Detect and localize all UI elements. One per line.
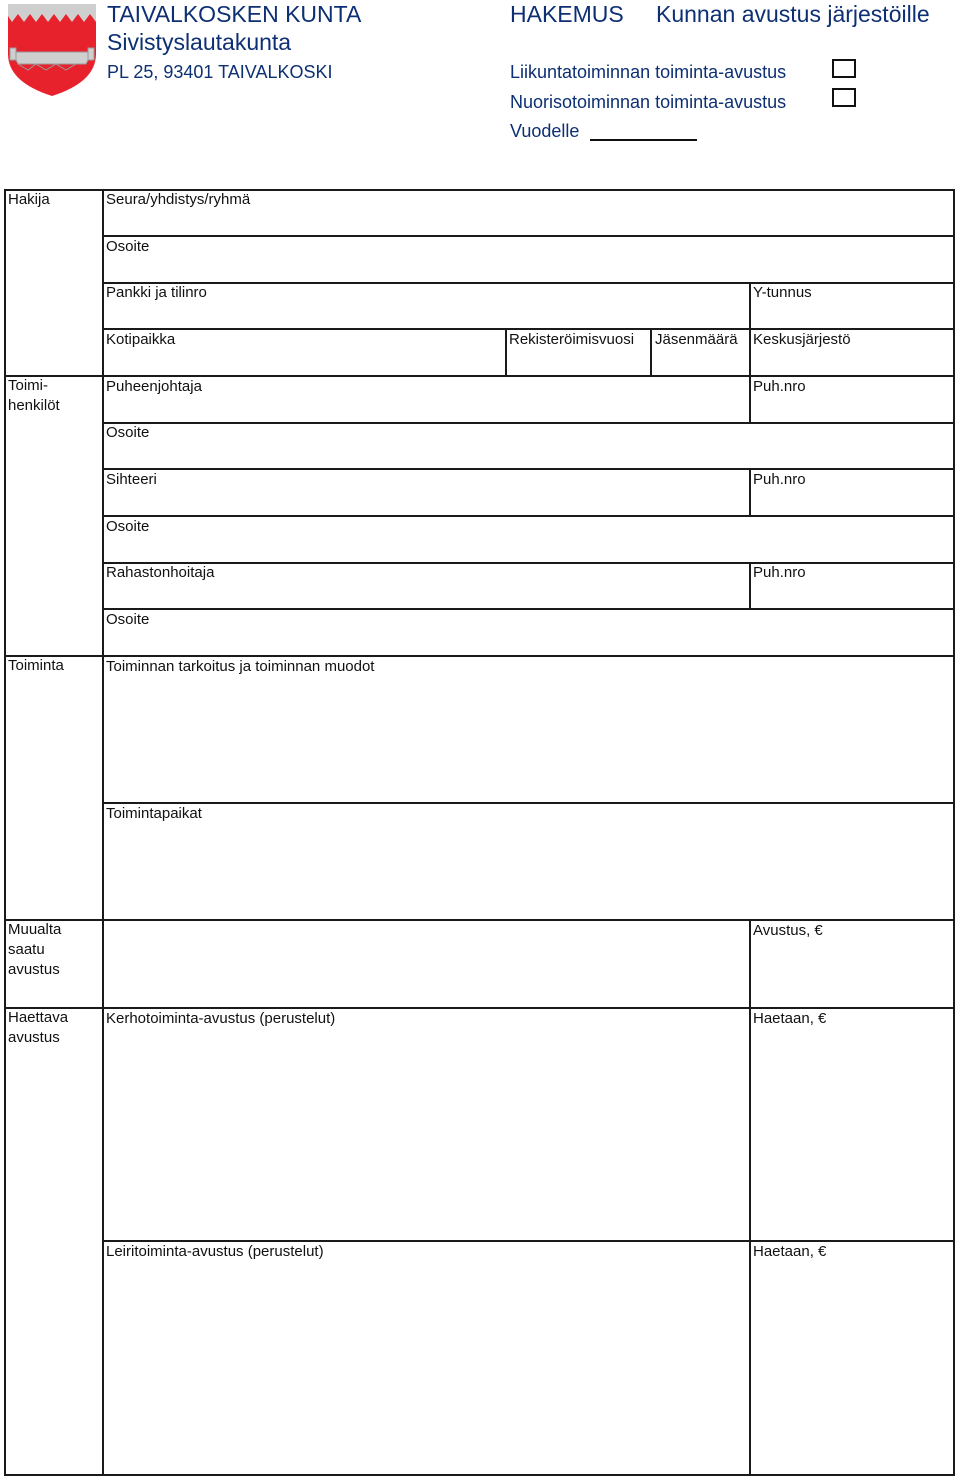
business-id-label: Y-tunnus (753, 284, 812, 301)
chair-phone-field[interactable] (751, 396, 953, 422)
home-town-label: Kotipaikka (106, 331, 176, 348)
activity-purpose-field[interactable] (104, 678, 953, 802)
member-count-label: Jäsenmäärä (655, 331, 738, 348)
club-grant-amount-label: Haetaan, € (753, 1010, 827, 1027)
option-youth-label: Nuorisotoiminnan toiminta-avustus (510, 92, 787, 112)
org-name-label: Seura/yhdistys/ryhmä (106, 191, 251, 208)
secretary-phone-field[interactable] (751, 489, 953, 515)
club-grant-label: Kerhotoiminta-avustus (perustelut) (106, 1010, 336, 1027)
secretary-phone-label: Puh.nro (753, 471, 806, 488)
registration-year-label: Rekisteröimisvuosi (509, 331, 635, 348)
section-applicant-label: Hakija (8, 191, 50, 208)
coat-of-arms-icon (6, 2, 98, 98)
section-officials-label: Toimi- henkilöt (8, 377, 60, 414)
bank-account-field[interactable] (104, 302, 749, 328)
other-grant-amount-label: Avustus, € (753, 922, 823, 939)
section-activity-label: Toiminta (8, 657, 64, 674)
secretary-label: Sihteeri (106, 471, 157, 488)
club-grant-amount-field[interactable] (751, 1030, 953, 1240)
home-town-field[interactable] (104, 349, 505, 375)
option-youth-checkbox[interactable] (832, 88, 856, 107)
treasurer-address-label: Osoite (106, 611, 150, 628)
chair-phone-label: Puh.nro (753, 378, 806, 395)
org-address-label: Osoite (106, 238, 150, 255)
section-other-grants-label: Muualta saatu avustus (8, 921, 62, 978)
treasurer-address-field[interactable] (104, 629, 953, 655)
club-grant-field[interactable] (104, 1030, 749, 1240)
activity-places-field[interactable] (104, 825, 953, 919)
chair-label: Puheenjohtaja (106, 378, 202, 395)
other-grants-field[interactable] (104, 921, 749, 1007)
camp-grant-amount-label: Haetaan, € (753, 1243, 827, 1260)
camp-grant-field[interactable] (104, 1263, 749, 1474)
chair-field[interactable] (104, 396, 749, 422)
chair-address-label: Osoite (106, 424, 150, 441)
year-field[interactable] (590, 120, 697, 141)
central-org-field[interactable] (751, 349, 953, 375)
secretary-address-field[interactable] (104, 536, 953, 562)
treasurer-phone-field[interactable] (751, 582, 953, 608)
activity-places-label: Toimintapaikat (106, 805, 202, 822)
org-address-field[interactable] (104, 256, 953, 282)
org-name-field[interactable] (104, 209, 953, 235)
secretary-address-label: Osoite (106, 518, 150, 535)
document-subtitle: Kunnan avustus järjestöille (656, 1, 930, 27)
year-label: Vuodelle (510, 121, 580, 141)
treasurer-field[interactable] (104, 582, 749, 608)
camp-grant-label: Leiritoiminta-avustus (perustelut) (106, 1243, 324, 1260)
secretary-field[interactable] (104, 489, 749, 515)
registration-year-field[interactable] (507, 349, 650, 375)
activity-purpose-label: Toiminnan tarkoitus ja toiminnan muodot (106, 658, 375, 675)
treasurer-phone-label: Puh.nro (753, 564, 806, 581)
section-requested-grant-label: Haettava avustus (8, 1009, 69, 1046)
organization-address: PL 25, 93401 TAIVALKOSKI (107, 62, 333, 82)
treasurer-label: Rahastonhoitaja (106, 564, 215, 581)
central-org-label: Keskusjärjestö (753, 331, 851, 348)
bank-account-label: Pankki ja tilinro (106, 284, 207, 301)
organization-department: Sivistyslautakunta (107, 29, 292, 55)
organization-name: TAIVALKOSKEN KUNTA (107, 1, 362, 27)
camp-grant-amount-field[interactable] (751, 1263, 953, 1474)
chair-address-field[interactable] (104, 442, 953, 468)
option-sports-label: Liikuntatoiminnan toiminta-avustus (510, 62, 787, 82)
business-id-field[interactable] (751, 302, 953, 328)
document-title: HAKEMUS (510, 1, 624, 27)
member-count-field[interactable] (652, 349, 749, 375)
other-grant-amount-field[interactable] (751, 942, 953, 1007)
option-sports-checkbox[interactable] (832, 59, 856, 78)
